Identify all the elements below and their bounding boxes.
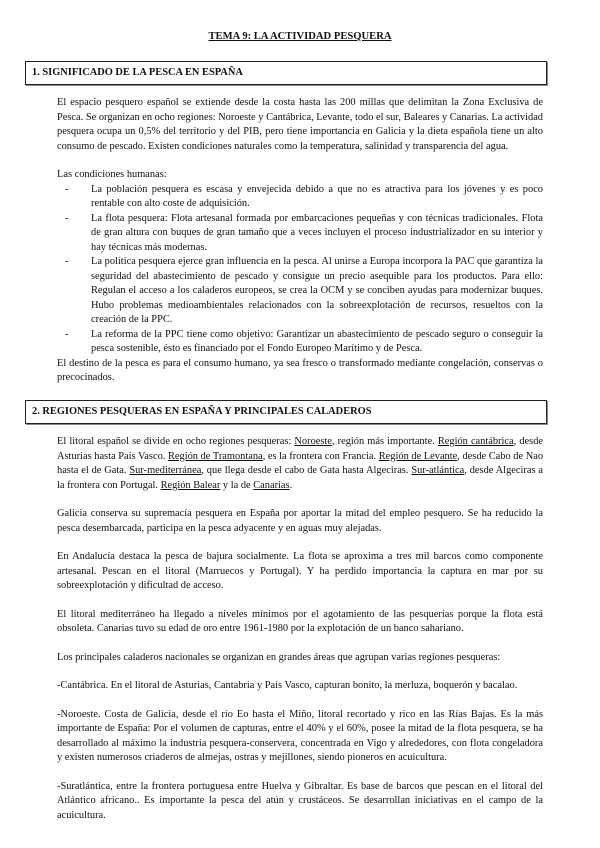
galicia-paragraph: Galicia conserva su supremacía pesquera en España por aportar la mitad del empleo pesquero. Se ha reducido la pesca desembarcada, participa en la pesca adyacente y en aguas muy alejadas.	[57, 508, 543, 534]
andalucia-paragraph: En Andalucía destaca la pesca de bajura socialmente. La flota se aproxima a tres mil barcos como componente artesanal. Pescan en el litoral (Marruecos y Portugal). Y ha perdido importancia la captura en mar por su sobreexplotación y dificultad de acceso.	[57, 551, 543, 591]
suratlantica-paragraph: -Suratlántica, entre la frontera portuguesa entre Huelva y Gibraltar. Es base de barcos que pescan en el litoral del Atlántico africano.. Es importante la pesca del atún y crustáceos. Se desarrollan iniciativas en el campo de la acuicultura.	[57, 780, 543, 821]
text-segment: , desde Algeciras a la frontera con Portugal.	[57, 465, 543, 491]
cantabrica-paragraph: -Cantábrica. En el litoral de Asturias, Cantabria y País Vasco, capturan bonito, la merluza, boquerón y bacalao.	[57, 680, 518, 691]
list-item: - La reforma de la PPC tiene como objetivo: Garantizar un abastecimiento de pescado seguro o conseguir la pesca sostenible, ésto es financiado por el Fondo Europeo Marítimo y de Pesca.	[57, 328, 543, 357]
region-name: Sur-mediterránea	[129, 465, 202, 476]
list-item: - La política pesquera ejerce gran influencia en la pesca. Al unirse a Europa incorpora la PAC que garantiza la seguridad del abastecimiento de pescado y consigue un precio asequible para los productos. Para ello: Regulan el acceso a los caladeros europeos, se crea la OCM y se conciben ayudas para modernizar buques. Hubo problemas medioambientales relacionados con la sobreexplotación de recursos, resueltos con la creación de la PPC.	[57, 255, 543, 328]
destino-paragraph: El destino de la pesca es para el consumo humano, ya sea fresco o transformado mediante congelación, conservas o precocinados.	[57, 357, 543, 383]
document-page	[32, 0, 544, 823]
section-2-heading-box	[25, 400, 547, 425]
text-segment: , región más importante.	[331, 436, 438, 447]
noroeste-paragraph: -Noroeste. Costa de Galicia, desde el río Eo hasta el Miño, litoral recortado y rico en las Rías Bajas. Es la más importante de España: Por el volumen de capturas, entre el 40% y el 60%, posee la mitad de la flota pesquera, se ha desarrollado al máximo la industria pesquera-conservera, concentrada en Vigo y alrededores, con flota congeladora y existen numerosos criaderos de almejas, ostras y mejillones, siendo pioneros en acuicultura.	[57, 708, 543, 763]
region-name: Región de Tramontana	[167, 450, 263, 462]
text-segment: , es la frontera con Francia.	[262, 450, 379, 462]
document-title: TEMA 9: LA ACTIVIDAD PESQUERA	[208, 31, 392, 42]
region-name: Canarias	[253, 479, 290, 491]
conditions-label: Las condiciones humanas:	[57, 169, 167, 180]
text-segment: .	[289, 479, 293, 491]
region-name: Noroeste	[294, 436, 332, 447]
text-segment: , desde Asturias hasta País Vasco.	[57, 436, 543, 462]
region-name: Región cantábrica	[437, 436, 514, 447]
region-name: Región Balear	[160, 479, 221, 491]
section-1-heading-box	[25, 61, 547, 86]
mediterraneo-paragraph: El litoral mediterráneo ha llegado a niveles mínimos por el agotamiento de las pesquerías porque la flota está obsoleta. Canarias tuvo su edad de oro entre 1961-1980 por la explotación de un banco sahariano.	[57, 608, 543, 634]
text-segment: , que llega desde el cabo de Gata hasta Algeciras.	[201, 465, 412, 476]
region-name: Sur-atlántica	[411, 465, 465, 476]
list-item: - La población pesquera es escasa y envejecida debido a que no es atractiva para los jóvenes y es poco rentable con alto coste de adquisición.	[57, 183, 543, 212]
conditions-list	[57, 183, 543, 357]
section-1-intro: El espacio pesquero español se extiende desde la costa hasta las 200 millas que delimitan la Zona Exclusiva de Pesca. Se organizan en ocho regiones: Noroeste y Cantábrica, Levante, todo el sur, Baleares y Canarias. La actividad pesquera ocupa un 0,5% del territorio y del PIB, pero tiene importancia en Galicia y la dieta española tiene un alto consumo de pescado. Existen condiciones naturales como la temperatura, salinidad y transparencia del agua.	[57, 97, 543, 152]
section-1-heading: 1. SIGNIFICADO DE LA PESCA EN ESPAÑA	[32, 66, 243, 78]
text-segment: , desde Cabo de Nao hasta el de Gata.	[57, 450, 544, 476]
regions-paragraph	[57, 435, 543, 493]
caladeros-intro: Los principales caladeros nacionales se organizan en grandes áreas que agrupan varias regiones pesqueras:	[57, 651, 501, 663]
text-segment: y la de	[220, 479, 254, 491]
text-segment: El litoral español se divide en ocho regiones pesqueras:	[57, 436, 295, 447]
section-2-heading: 2. REGIONES PESQUERAS EN ESPAÑA Y PRINCIPALES CALADEROS	[32, 405, 372, 417]
region-name: Región de Levante	[378, 450, 458, 462]
list-item: - La flota pesquera: Flota artesanal formada por embarcaciones pequeñas y con técnicas tradicionales. Flota de gran altura con buques de gran tamaño que a veces incluyen el proceso industrializador en su interior y hay técnicas más modernas.	[57, 212, 543, 256]
